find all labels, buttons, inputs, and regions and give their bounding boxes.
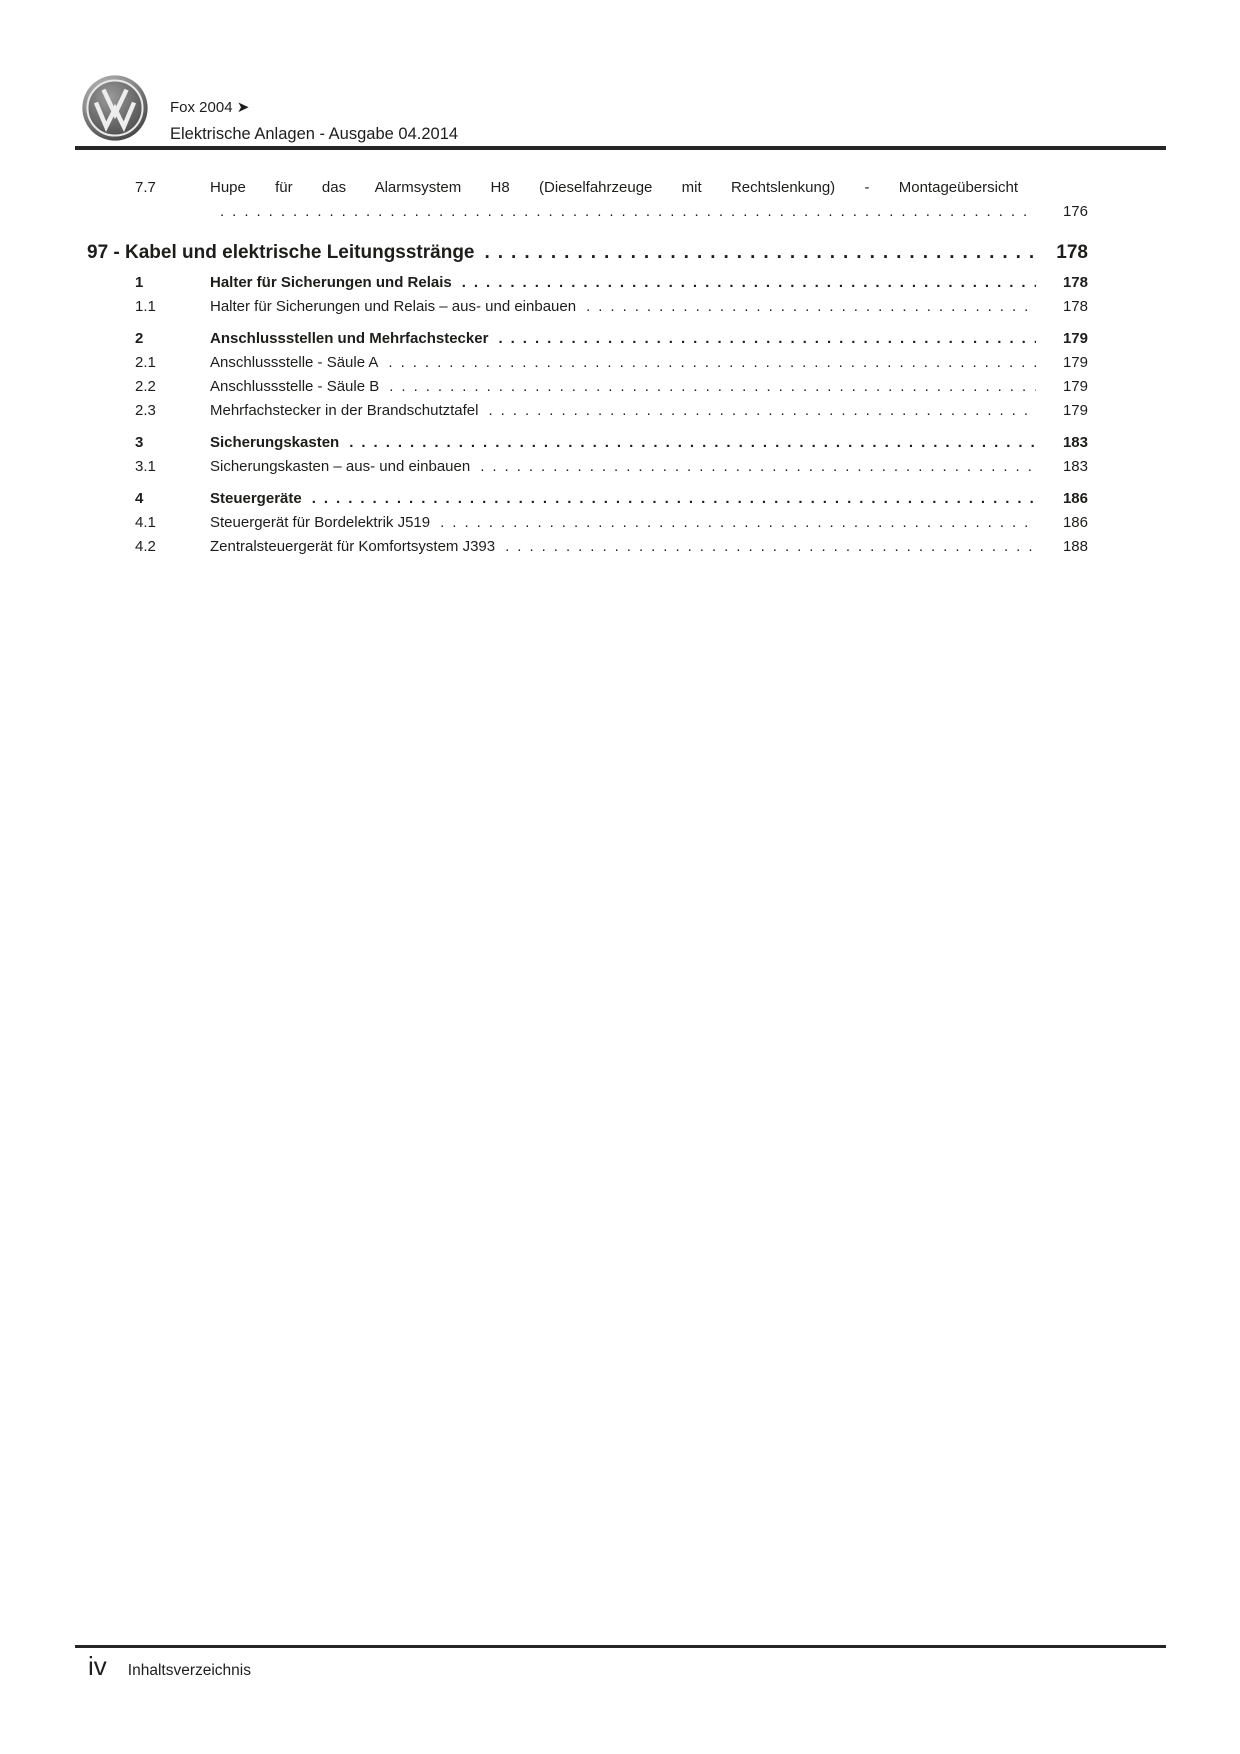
dot-leader (349, 431, 1036, 455)
toc-entry-page: 186 (1062, 514, 1088, 531)
toc-entry-number: 2.1 (135, 354, 156, 371)
toc-entry (75, 271, 1088, 295)
footer-rule (75, 1645, 1166, 1648)
toc-entry (75, 487, 1088, 511)
toc-chapter-entry (75, 238, 1088, 268)
table-of-contents (75, 176, 1088, 559)
toc-entry-title: Mehrfachstecker in der Brandschutztafel (210, 402, 479, 419)
dot-leader (312, 487, 1036, 511)
toc-entry-page: 179 (1062, 330, 1088, 347)
toc-entry-page: 178 (1062, 274, 1088, 291)
toc-entry-title: Zentralsteuergerät für Komfortsystem J393 (210, 538, 496, 555)
dot-leader (498, 327, 1036, 351)
toc-entry-page: 183 (1062, 458, 1088, 475)
toc-entry-number: 4 (135, 490, 144, 507)
toc-entry-number: 1.1 (135, 298, 156, 315)
toc-entry-title: Sicherungskasten – aus- und einbauen (210, 458, 471, 475)
page-folio: iv (88, 1651, 107, 1681)
toc-entry-number: 3 (135, 434, 144, 451)
dot-leader (220, 200, 1036, 224)
toc-entry-title: Hupe für das Alarmsystem H8 (Dieselfahrzeuge mit Rechtslenkung) - Montageübersicht (210, 179, 1018, 196)
toc-entry (75, 511, 1088, 535)
toc-entry-page: 179 (1062, 402, 1088, 419)
dot-leader (505, 535, 1036, 559)
toc-entry-title: Anschlussstelle - Säule A (210, 354, 379, 371)
dot-leader (488, 399, 1036, 423)
toc-entry-number: 4.2 (135, 538, 156, 555)
toc-entry-title: Anschlussstelle - Säule B (210, 378, 380, 395)
dot-leader (389, 375, 1036, 399)
toc-entry-title: Steuergeräte (210, 490, 302, 507)
toc-entry (75, 455, 1088, 479)
toc-entry-page: 176 (1062, 203, 1088, 220)
toc-entry-title: 97 - Kabel und elektrische Leitungsstränge (87, 242, 475, 263)
toc-entry-title: Halter für Sicherungen und Relais (210, 274, 452, 291)
model-title: Fox 2004 ➤ (170, 99, 250, 116)
toc-entry (75, 327, 1088, 351)
toc-entry-number: 2.2 (135, 378, 156, 395)
toc-entry (75, 399, 1088, 423)
toc-entry (75, 295, 1088, 319)
dot-leader (485, 238, 1041, 268)
toc-entry (75, 351, 1088, 375)
dot-leader (388, 351, 1036, 375)
dot-leader (440, 511, 1036, 535)
toc-entry-page: 183 (1062, 434, 1088, 451)
toc-entry-dots-line (210, 200, 1088, 224)
header-rule (75, 146, 1166, 150)
dot-leader (480, 455, 1036, 479)
document-subtitle: Elektrische Anlagen - Ausgabe 04.2014 (170, 125, 459, 143)
toc-entry-title: Halter für Sicherungen und Relais – aus- und einbauen (210, 298, 577, 315)
toc-entry-title: Anschlussstellen und Mehrfachstecker (210, 330, 489, 347)
toc-entry (75, 375, 1088, 399)
toc-entry-number: 2.3 (135, 402, 156, 419)
toc-entry-page: 179 (1062, 354, 1088, 371)
dot-leader (462, 271, 1036, 295)
footer (88, 1650, 251, 1682)
toc-entry (75, 535, 1088, 559)
toc-entry-page: 178 (1056, 242, 1088, 263)
toc-entry-number: 3.1 (135, 458, 156, 475)
toc-entry (75, 176, 1088, 224)
toc-entry-title: Sicherungskasten (210, 434, 340, 451)
toc-entry-page: 178 (1062, 298, 1088, 315)
toc-entry-page: 179 (1062, 378, 1088, 395)
toc-entry-page: 188 (1062, 538, 1088, 555)
toc-entry-number: 7.7 (135, 179, 156, 196)
vw-logo-icon (81, 74, 149, 142)
toc-entry-body (210, 176, 1088, 224)
toc-entry-number: 1 (135, 274, 144, 291)
dot-leader (586, 295, 1036, 319)
footer-section-label: Inhaltsverzeichnis (127, 1662, 251, 1679)
toc-entry-title: Steuergerät für Bordelektrik J519 (210, 514, 431, 531)
header (170, 95, 458, 147)
toc-entry-number: 4.1 (135, 514, 156, 531)
toc-entry (75, 431, 1088, 455)
toc-entry-number: 2 (135, 330, 144, 347)
toc-entry-page: 186 (1062, 490, 1088, 507)
